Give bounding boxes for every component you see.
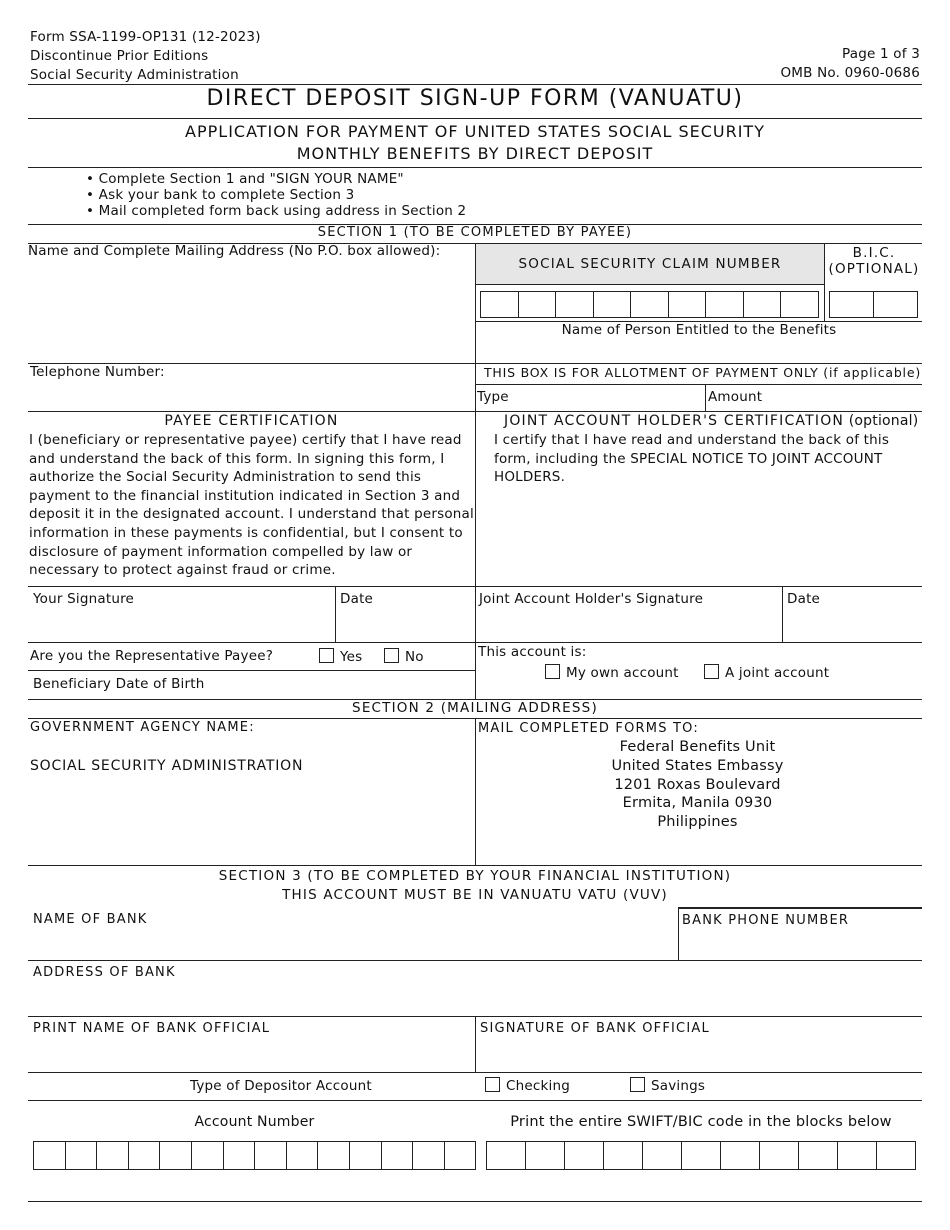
account-number-label: Account Number (194, 1114, 315, 1130)
type-label: Type (477, 389, 509, 405)
rep-payee-yes[interactable] (319, 648, 362, 665)
section3-heading-line1: SECTION 3 (TO BE COMPLETED BY YOUR FINANCIAL INSTITUTION) (218, 868, 732, 884)
joint-cert-heading: JOINT ACCOUNT HOLDER'S CERTIFICATION (504, 413, 845, 429)
date-label: Date (340, 591, 374, 607)
section1-heading: SECTION 1 (TO BE COMPLETED BY PAYEE) (317, 225, 633, 240)
claim-number-label: SOCIAL SECURITY CLAIM NUMBER (518, 256, 782, 272)
joint-account-label: A joint account (725, 665, 830, 681)
yes-label: Yes (340, 649, 363, 665)
amount-label: Amount (708, 389, 763, 405)
checking-checkbox[interactable] (485, 1077, 500, 1092)
bank-address-field[interactable] (33, 985, 918, 1013)
joint-date-field[interactable] (787, 610, 917, 640)
section3-heading-line2: THIS ACCOUNT MUST BE IN VANUATU VATU (VUV) (282, 887, 668, 903)
telephone-label: Telephone Number: (30, 364, 165, 380)
print-official-label: PRINT NAME OF BANK OFFICIAL (33, 1021, 271, 1036)
no-label: No (405, 649, 424, 665)
date-field[interactable] (340, 610, 470, 640)
joint-cert-optional: (optional) (848, 413, 919, 429)
agency-name-value: SOCIAL SECURITY ADMINISTRATION (30, 758, 304, 774)
own-account-label: My own account (566, 665, 679, 681)
joint-cert-text: I certify that I have read and understand the back of this form, including the SPECIAL NOTICE TO JOINT ACCOUNT HOLDERS. (494, 432, 890, 486)
bic-boxes[interactable] (829, 291, 917, 318)
mail-to-label: MAIL COMPLETED FORMS TO: (478, 721, 699, 736)
checking-option[interactable] (485, 1077, 570, 1094)
savings-option[interactable] (630, 1077, 705, 1094)
own-account-checkbox[interactable] (545, 664, 560, 679)
own-account-option[interactable] (545, 664, 679, 681)
name-address-field[interactable] (30, 262, 470, 360)
address-line: United States Embassy (611, 757, 784, 774)
claim-number-boxes[interactable] (480, 291, 818, 318)
bank-name-field[interactable] (33, 932, 673, 958)
signature-official-label: SIGNATURE OF BANK OFFICIAL (480, 1021, 710, 1036)
form-title: DIRECT DEPOSIT SIGN-UP FORM (VANUATU) (206, 86, 744, 111)
your-signature-label: Your Signature (33, 591, 135, 607)
name-address-label: Name and Complete Mailing Address (No P.O. box allowed): (28, 243, 441, 259)
bank-address-label: ADDRESS OF BANK (33, 965, 176, 980)
payee-cert-heading: PAYEE CERTIFICATION (164, 413, 339, 429)
swift-label: Print the entire SWIFT/BIC code in the blocks below (510, 1114, 892, 1130)
joint-account-checkbox[interactable] (704, 664, 719, 679)
agency-name: Social Security Administration (30, 67, 239, 83)
bic-label-line1: B.I.C. (852, 245, 896, 261)
savings-checkbox[interactable] (630, 1077, 645, 1092)
depositor-type-label: Type of Depositor Account (190, 1078, 372, 1094)
signature-official-field[interactable] (480, 1041, 918, 1069)
subtitle-line2: MONTHLY BENEFITS BY DIRECT DEPOSIT (296, 144, 654, 163)
bank-phone-field[interactable] (682, 932, 918, 958)
payee-cert-text: I (beneficiary or representative payee) certify that I have read and understand the back of this form. In signing this form, I authorize the Social Security Administration to send this payment to the financial institution indicated in Section 3 and deposit it in the designated account. I understand that personal information in these payments is confidential, but I consent to disclosure of payment information compelled by law or necessary to protect against fraud or crime. (29, 432, 474, 579)
section2-heading: SECTION 2 (MAILING ADDRESS) (352, 700, 598, 716)
telephone-field[interactable] (30, 383, 470, 409)
allotment-label: THIS BOX IS FOR ALLOTMENT OF PAYMENT ONLY (if applicable) (484, 365, 921, 380)
form-number: Form SSA-1199-OP131 (12-2023) (30, 29, 261, 45)
agency-name-label: GOVERNMENT AGENCY NAME: (30, 720, 255, 735)
address-line: Federal Benefits Unit (619, 739, 776, 755)
your-signature-field[interactable] (33, 610, 331, 640)
account-number-boxes[interactable] (33, 1141, 475, 1170)
instructions-list (86, 171, 466, 219)
beneficiary-dob-field[interactable] (210, 673, 470, 697)
yes-checkbox[interactable] (319, 648, 334, 663)
account-is-label: This account is: (478, 644, 587, 660)
print-official-field[interactable] (33, 1041, 470, 1069)
mailing-address (560, 738, 835, 832)
subtitle-line1: APPLICATION FOR PAYMENT OF UNITED STATES SOCIAL SECURITY (185, 122, 765, 141)
address-line: 1201 Roxas Boulevard (614, 776, 781, 793)
bic-label-line2: (OPTIONAL) (828, 261, 920, 277)
discontinue-note: Discontinue Prior Editions (30, 48, 209, 64)
person-entitled-label: Name of Person Entitled to the Benefits (561, 322, 837, 338)
instruction-item: • Ask your bank to complete Section 3 (86, 187, 355, 203)
omb-number: OMB No. 0960-0686 (780, 65, 920, 81)
page-number: Page 1 of 3 (842, 46, 920, 62)
joint-signature-label: Joint Account Holder's Signature (479, 591, 704, 607)
address-line: Philippines (657, 814, 738, 831)
savings-label: Savings (651, 1078, 706, 1094)
instruction-item: • Complete Section 1 and "SIGN YOUR NAME" (86, 171, 404, 187)
no-checkbox[interactable] (384, 648, 399, 663)
address-line: Ermita, Manila 0930 (622, 795, 773, 812)
joint-account-option[interactable] (704, 664, 829, 681)
bank-name-label: NAME OF BANK (33, 912, 148, 927)
swift-boxes[interactable] (486, 1141, 915, 1170)
checking-label: Checking (506, 1078, 571, 1094)
instruction-item: • Mail completed form back using address in Section 2 (86, 203, 467, 219)
bank-phone-label: BANK PHONE NUMBER (682, 913, 850, 928)
rep-payee-no[interactable] (384, 648, 424, 665)
person-entitled-field[interactable] (480, 340, 918, 362)
joint-date-label: Date (787, 591, 821, 607)
joint-signature-field[interactable] (479, 610, 777, 640)
beneficiary-dob-label: Beneficiary Date of Birth (33, 676, 205, 692)
rep-payee-question: Are you the Representative Payee? (30, 648, 274, 664)
